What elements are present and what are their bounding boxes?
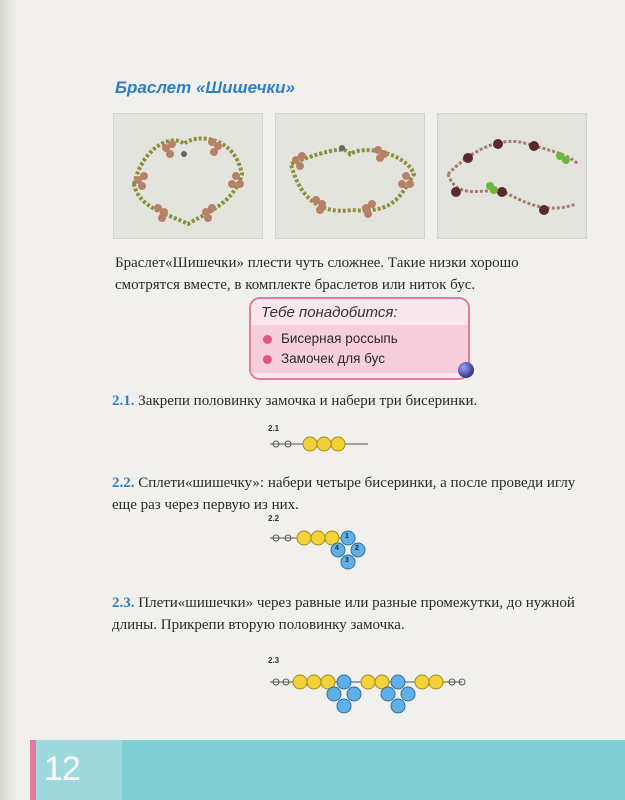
- step-number: 2.3.: [112, 595, 135, 611]
- bullet-icon: [263, 355, 272, 364]
- diagram-label: 2.2: [268, 514, 280, 523]
- material-label: Бисерная россыпь: [281, 331, 398, 346]
- step-number: 2.1.: [112, 393, 135, 409]
- bead-number: 4: [335, 545, 339, 552]
- materials-list: [251, 325, 468, 373]
- step-text: Сплети«шишечку»: набери четыре бисеринки, а после проведи иглу еще раз через первую из них.: [112, 475, 576, 513]
- list-item: [263, 349, 458, 369]
- step-text: Плети«шишечки» через равные или разные промежутки, до нужной длины. Прикрепи вторую половинку замочка.: [112, 595, 575, 633]
- materials-box: [249, 297, 470, 380]
- step-2-2: [112, 472, 587, 516]
- page-title: Браслет «Шишечки»: [115, 78, 295, 97]
- diagram-2-3: [268, 656, 468, 720]
- step-2-1: [112, 390, 587, 412]
- diagram-2-2: [268, 514, 388, 574]
- material-label: Замочек для бус: [281, 351, 385, 366]
- bracelet-photo-1: [113, 113, 263, 239]
- bracelet-photo-3: [437, 113, 587, 239]
- bullet-icon: [263, 335, 272, 344]
- bead-number: 3: [345, 557, 349, 564]
- step-2-3: [112, 592, 587, 636]
- bead-number: 2: [355, 545, 359, 552]
- list-item: [263, 329, 458, 349]
- bead-number: 1: [345, 533, 349, 540]
- diagram-label: 2.1: [268, 424, 280, 433]
- step-text: Закрепи половинку замочка и набери три бисеринки.: [138, 393, 478, 409]
- diagram-2-1: [268, 424, 378, 460]
- bead-icon: [458, 362, 474, 378]
- diagram-label: 2.3: [268, 656, 280, 665]
- step-number: 2.2.: [112, 475, 135, 491]
- bracelet-photo-2: [275, 113, 425, 239]
- page-spine: [0, 0, 18, 800]
- intro-text: Браслет«Шишечки» плести чуть сложнее. Такие низки хорошо смотрятся вместе, в комплекте браслетов или ниток бус.: [115, 255, 519, 293]
- page-number: 12: [44, 750, 80, 788]
- materials-heading: Тебе понадобится:: [261, 304, 398, 321]
- page-footer: [30, 740, 625, 800]
